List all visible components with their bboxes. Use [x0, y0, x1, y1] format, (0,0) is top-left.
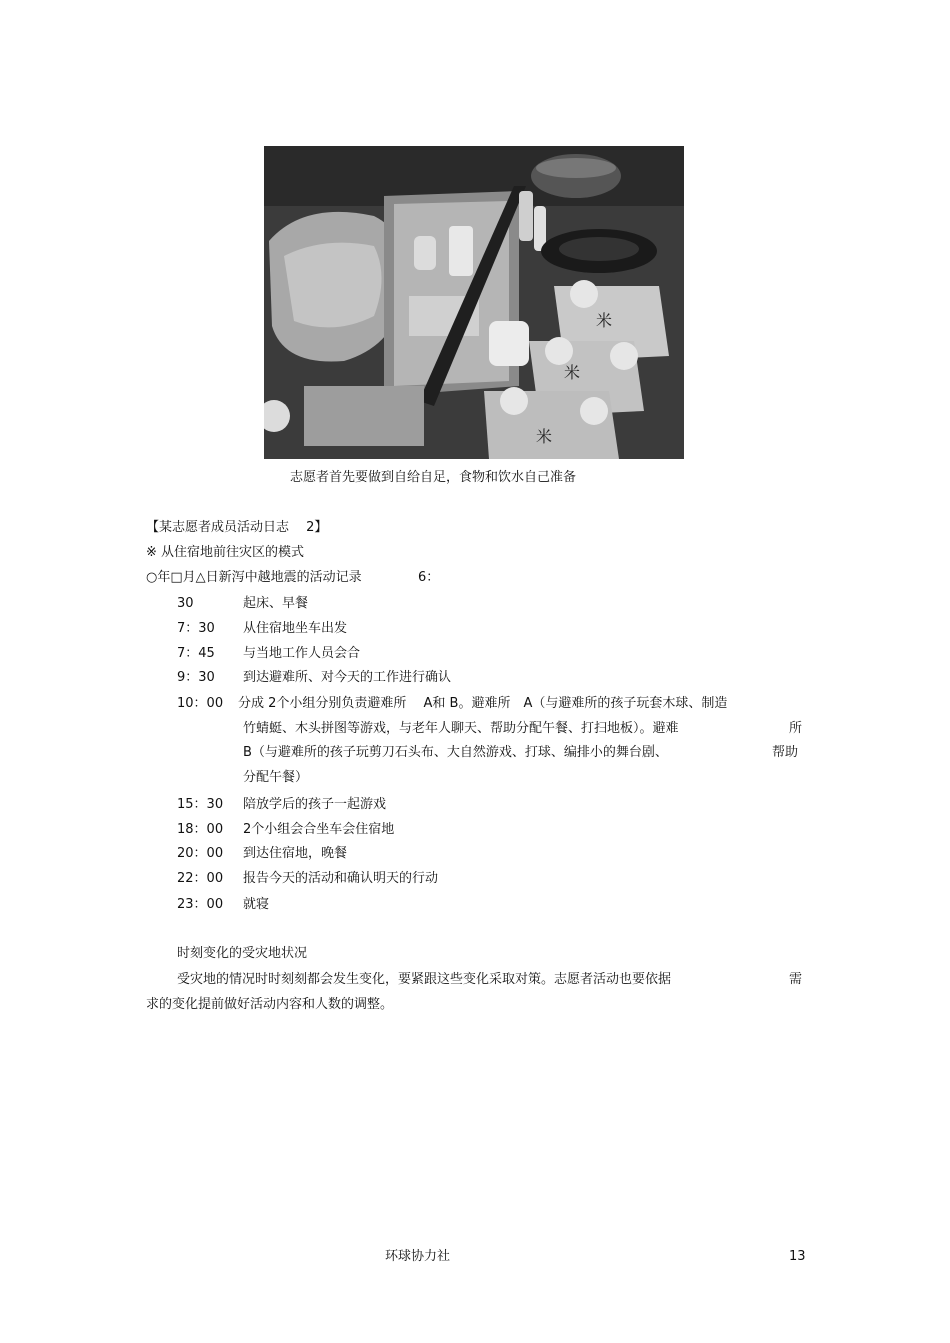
photo-caption: 志愿者首先要做到自给自足，食物和饮水自己准备: [290, 470, 577, 485]
page-number: 13: [789, 1249, 806, 1264]
footer-publisher: 环球协力社: [385, 1249, 451, 1264]
section-paragraph-line-1-end: 需: [789, 972, 803, 987]
schedule-time: 23：00: [177, 897, 224, 912]
schedule-event: 到达避难所、对今天的工作进行确认: [243, 670, 452, 685]
section-heading: 时刻变化的受灾地状况: [177, 946, 308, 961]
schedule-event: 2个小组会合坐车会住宿地: [243, 822, 395, 837]
schedule-time: 30: [177, 596, 194, 611]
schedule-event: 分成 2个小组分别负责避难所 A和 B。避难所 A（与避难所的孩子玩套木球、制造: [238, 696, 728, 711]
schedule-event-continued: 分配午餐）: [243, 770, 309, 785]
section-paragraph-line-2: 求的变化提前做好活动内容和人数的调整。: [146, 997, 394, 1012]
schedule-event-continued: 竹蜻蜓、木头拼图等游戏，与老年人聊天、帮助分配午餐、打扫地板）。避难: [243, 721, 679, 736]
schedule-event-continued: 所: [789, 721, 803, 736]
log-subtitle: ※ 从住宿地前往灾区的模式: [146, 545, 305, 560]
schedule-event: 到达住宿地，晚餐: [243, 846, 348, 861]
supplies-photo-image: [264, 146, 684, 459]
schedule-event: 与当地工作人员会合: [243, 646, 361, 661]
schedule-time: 15：30: [177, 797, 224, 812]
schedule-event-continued: 帮助: [772, 745, 799, 760]
schedule-event: 从住宿地坐车出发: [243, 621, 348, 636]
schedule-time: 18：00: [177, 822, 224, 837]
schedule-time: 7：30: [177, 621, 215, 636]
schedule-time: 7：45: [177, 646, 215, 661]
schedule-event: 陪放学后的孩子一起游戏: [243, 797, 387, 812]
section-paragraph-line-1: 受灾地的情况时时刻刻都会发生变化，要紧跟这些变化采取对策。志愿者活动也要依据: [177, 972, 672, 987]
record-title: ○年□月△日新泻中越地震的活动记录: [146, 570, 362, 585]
schedule-time: 9：30: [177, 670, 215, 685]
schedule-event-continued: B（与避难所的孩子玩剪刀石头布、大自然游戏、打球、编排小的舞台剧、: [243, 745, 668, 760]
schedule-time: 10：00: [177, 696, 224, 711]
schedule-time: 20：00: [177, 846, 224, 861]
schedule-event: 报告今天的活动和确认明天的行动: [243, 871, 439, 886]
record-time: 6：: [418, 570, 440, 585]
supplies-photo: [264, 146, 684, 459]
tank-label-2: 米: [564, 363, 581, 382]
schedule-time: 22：00: [177, 871, 224, 886]
log-title: 【某志愿者成员活动日志 2】: [146, 520, 328, 535]
tank-label-1: 米: [596, 311, 613, 330]
tank-label-3: 米: [536, 427, 553, 446]
schedule-event: 就寝: [243, 897, 270, 912]
schedule-event: 起床、早餐: [243, 596, 309, 611]
